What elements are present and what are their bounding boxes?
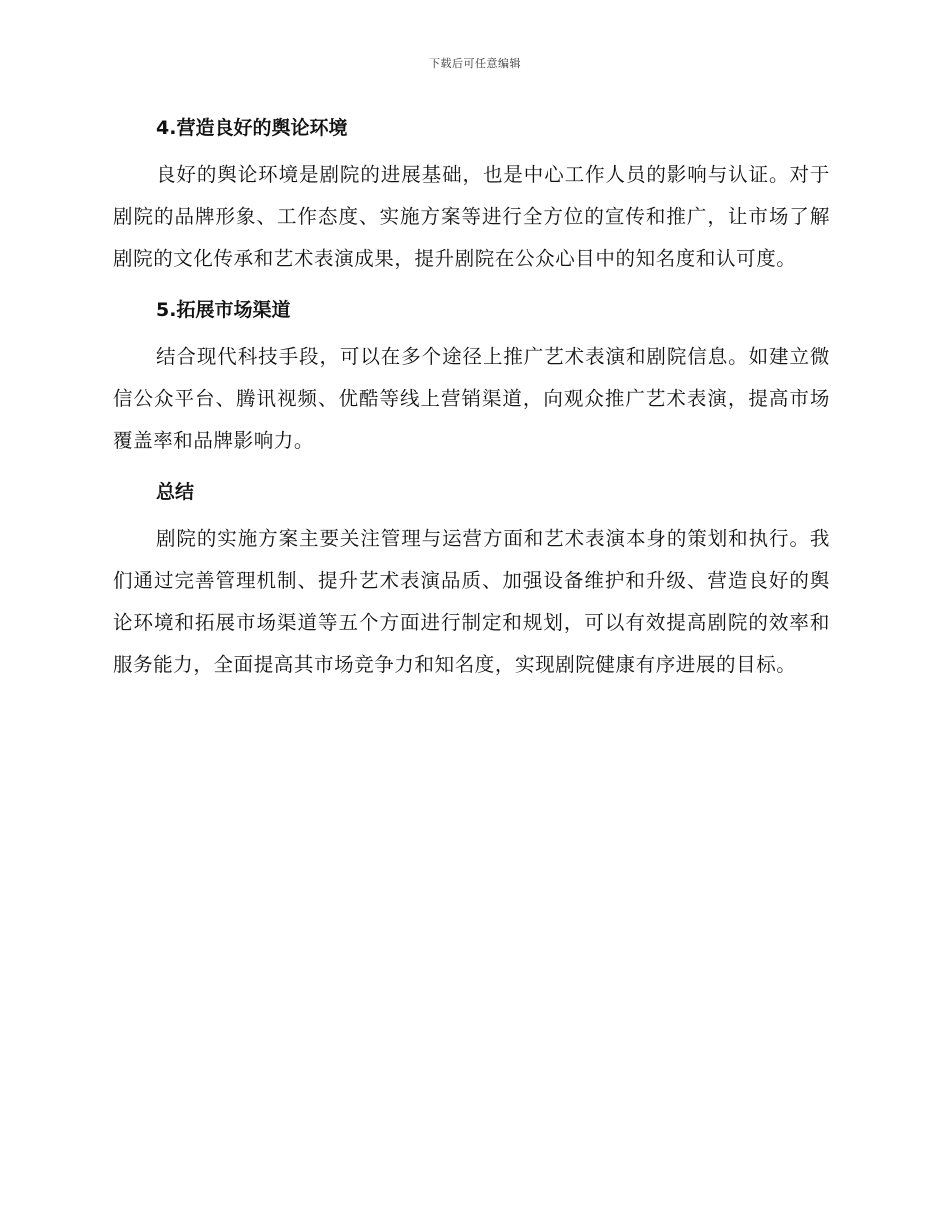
section-paragraph: 良好的舆论环境是剧院的进展基础，也是中心工作人员的影响与认证。对于剧院的品牌形象、工作态度、实施方案等进行全方位的宣传和推广，让市场了解剧院的文化传承和艺术表演成果，提升剧院在公众心目中的知名度和认可度。 xyxy=(113,163,830,270)
section-heading: 5.拓展市场渠道 xyxy=(156,299,291,321)
section-paragraph: 剧院的实施方案主要关注管理与运营方面和艺术表演本身的策划和执行。我们通过完善管理机制、提升艺术表演品质、加强设备维护和升级、营造良好的舆论环境和拓展市场渠道等五个方面进行制定和规划，可以有效提高剧院的效率和服务能力，全面提高其市场竞争力和知名度，实现剧院健康有序进展的目标。 xyxy=(113,527,830,676)
section-heading: 总结 xyxy=(156,481,195,503)
document-body xyxy=(113,108,830,696)
section-public-opinion xyxy=(113,108,830,280)
section-paragraph: 结合现代科技手段，可以在多个途径上推广艺术表演和剧院信息。如建立微信公众平台、腾讯视频、优酷等线上营销渠道，向观众推广艺术表演，提高市场覆盖率和品牌影响力。 xyxy=(113,345,830,452)
section-heading: 4.营造良好的舆论环境 xyxy=(156,117,348,139)
section-market-channels xyxy=(113,290,830,462)
section-summary xyxy=(113,472,830,686)
page-header-note: 下载后可任意编辑 xyxy=(429,57,521,70)
